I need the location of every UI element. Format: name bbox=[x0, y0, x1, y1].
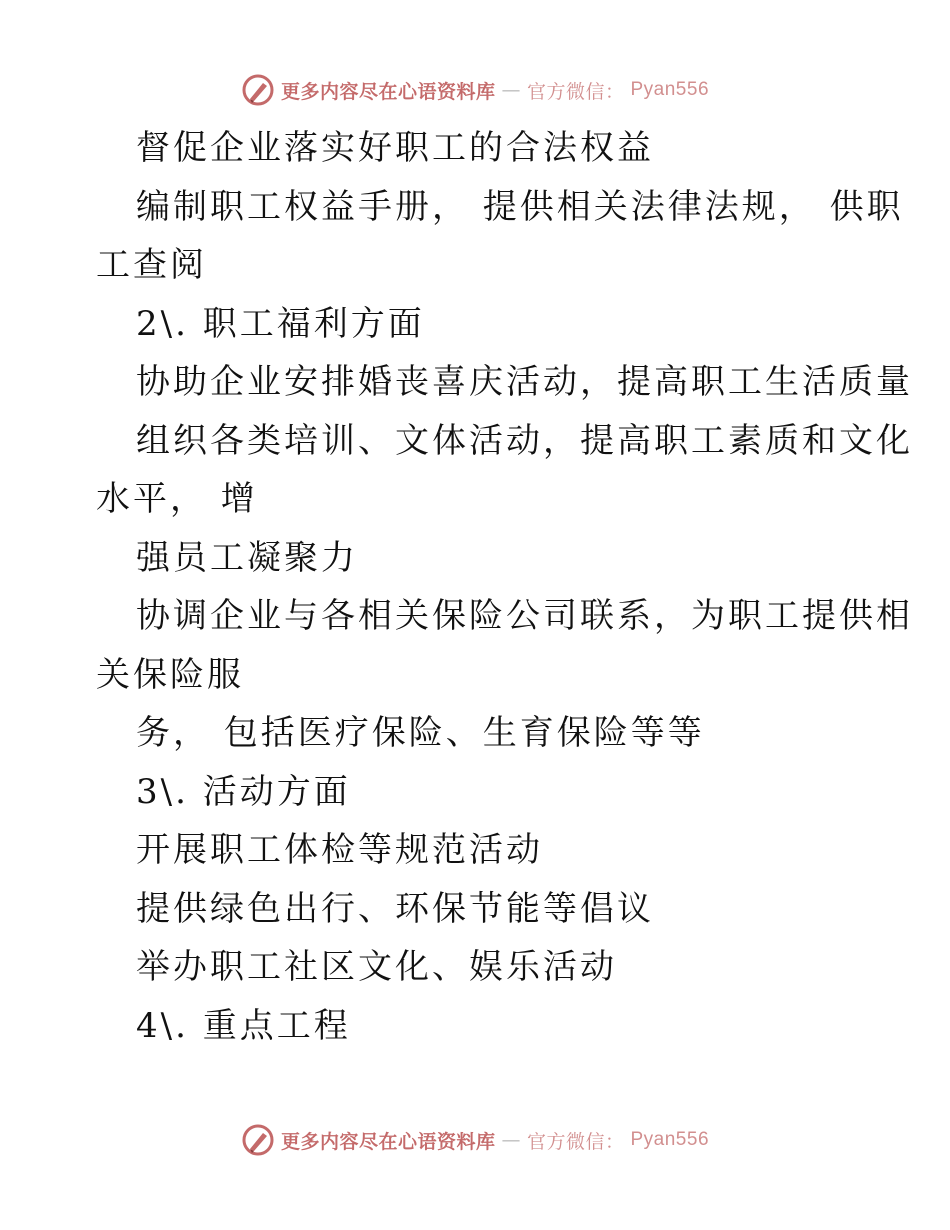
footer-watermark bbox=[0, 1120, 950, 1160]
text-line: 工查阅 bbox=[96, 245, 207, 285]
watermark-wechat-label: 官方微信： bbox=[526, 1130, 625, 1153]
text-line: 提供绿色出行、环保节能等倡议 bbox=[136, 888, 654, 929]
document-body bbox=[96, 119, 913, 1055]
text-line: 关保险服 bbox=[96, 654, 244, 695]
text-line: 水平， 增 bbox=[96, 479, 258, 519]
header-watermark bbox=[0, 70, 950, 110]
watermark-separator: — bbox=[501, 1129, 521, 1151]
pen-logo-icon bbox=[241, 1123, 275, 1157]
text-line: 务， 包括医疗保险、生育保险等等 bbox=[136, 713, 705, 753]
text-line: 3\. 活动方面 bbox=[136, 771, 351, 812]
text-line: 督促企业落实好职工的合法权益 bbox=[136, 128, 654, 168]
watermark-wechat-label: 官方微信： bbox=[526, 80, 625, 103]
text-line: 组织各类培训、文体活动，提高职工素质和文化 bbox=[136, 420, 913, 461]
text-line: 开展职工体检等规范活动 bbox=[136, 830, 543, 870]
text-line: 强员工凝聚力 bbox=[136, 537, 358, 578]
text-line: 协助企业安排婚丧喜庆活动，提高职工生活质量 bbox=[136, 362, 913, 402]
text-line: 4\. 重点工程 bbox=[136, 1005, 351, 1046]
text-line: 协调企业与各相关保险公司联系，为职工提供相 bbox=[136, 596, 913, 636]
watermark-wechat-id: Pyan556 bbox=[630, 79, 710, 100]
watermark-separator: — bbox=[501, 79, 521, 101]
watermark-main-text: 更多内容尽在心语资料库 bbox=[280, 80, 496, 103]
watermark-wechat-id: Pyan556 bbox=[630, 1129, 710, 1150]
pen-logo-icon bbox=[241, 73, 275, 107]
text-line: 2\. 职工福利方面 bbox=[136, 303, 425, 344]
text-line: 举办职工社区文化、娱乐活动 bbox=[136, 947, 617, 987]
watermark-main-text: 更多内容尽在心语资料库 bbox=[280, 1130, 496, 1153]
text-line: 编制职工权益手册， 提供相关法律法规， 供职 bbox=[136, 186, 904, 227]
